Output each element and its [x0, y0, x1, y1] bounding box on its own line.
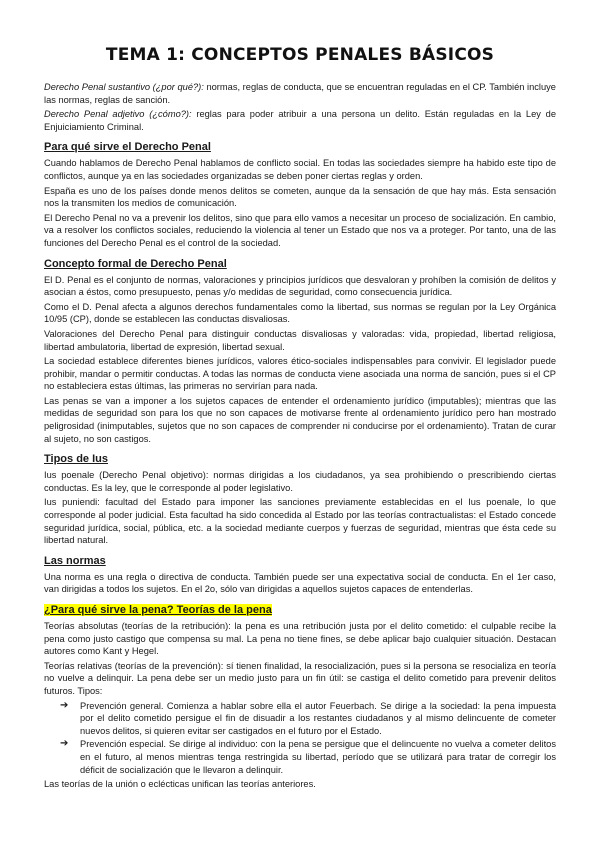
term-adjetivo-text: reglas para poder atribuir a una persona un delito. Están reguladas en la Ley de Enjuiciamiento Criminal.	[44, 109, 556, 132]
paragraph: Teorías absolutas (teorías de la retribución): la pena es una retribución justa por el delito cometido: el culpable recibe la pena como justo castigo que compensa su mal. La pena no tiene fines, se debe aplicar bajo cualquier situación. Destacan autores como Kant y Hegel.	[44, 621, 556, 657]
term-adjetivo: Derecho Penal adjetivo (¿cómo?):	[44, 109, 192, 120]
section-las-normas	[44, 555, 556, 596]
page-title: TEMA 1: CONCEPTOS PENALES BÁSICOS	[105, 45, 495, 65]
paragraph: Como el D. Penal afecta a algunos derechos fundamentales como la libertad, sus normas se regulan por la Ley Orgánica 10/95 (CP), donde se establecen las conductas disvaliosas.	[44, 301, 556, 325]
section-heading-highlighted	[44, 604, 556, 617]
arrow-right-icon: ➔	[60, 738, 69, 750]
section-heading: Las normas	[44, 554, 106, 567]
paragraph: Valoraciones del Derecho Penal para distinguir conductas disvaliosas y valoradas: vida, propiedad, libertad religiosa, libertad ambulatoria, libertad de expresión, libertad sexual.	[44, 328, 556, 352]
bullet-list	[44, 700, 556, 777]
arrow-right-icon: ➔	[60, 699, 69, 711]
list-item	[60, 738, 556, 776]
term-sustantivo-text: normas, reglas de conducta, que se encuentran reguladas en el CP. También incluye las normas, reglas de sanción.	[44, 82, 556, 105]
section-concepto-formal	[44, 258, 556, 446]
list-item-text: Prevención especial. Se dirige al individuo: con la pena se persigue que el delincuente no vuelva a cometer delitos en el futuro, al menos mientras tenga restringida su libertad, período que se utilizará para tratar de corregir los déficit de socialización que le llevaron a delinquir.	[80, 739, 556, 775]
section-heading: Concepto formal de Derecho Penal	[44, 257, 227, 270]
paragraph: España es uno de los países donde menos delitos se cometen, aunque da la sensación de que hay más. Esta sensación nos la transmiten los medios de comunicación.	[44, 185, 556, 209]
highlighted-heading-text: ¿Para qué sirve la pena? Teorías de la pena	[44, 604, 272, 616]
paragraph: Una norma es una regla o directiva de conducta. También puede ser una expectativa social de conducta. En el 1er caso, van dirigidas a todos los sujetos. En el 2o, sólo van dirigidas a aquellos sujetos capaces de entenderlas.	[44, 571, 556, 595]
paragraph: El Derecho Penal no va a prevenir los delitos, sino que para ello vamos a necesitar un proceso de socialización. En cambio, va a resolver los conflictos sociales, reduciendo la violencia al tener un Estado que nos va a proteger. Por tanto, una de las funciones del Derecho Penal es el control de la sociedad.	[44, 212, 556, 248]
list-item	[60, 699, 556, 738]
list-item-text: Prevención general. Comienza a hablar sobre ella el autor Feuerbach. Se dirige a la sociedad: la pena impuesta por el delito cometido persigue el fin de disuadir a los restantes ciudadanos y al mismo delincuente de cometer nuevos delitos, si quieren evitar ser castigados en el futuro por el Estado.	[80, 700, 556, 736]
paragraph: Las penas se van a imponer a los sujetos capaces de entender el ordenamiento jurídico (imputables); mientras que las medidas de seguridad son para los que no son capaces de motivarse frente al ordenamiento jurídico pero han mostrado peligrosidad (inimputables, sujetos que no son capaces de comprender ni conducirse por el ordenamiento). Tratan de curar al sujeto, no son castigos.	[44, 395, 556, 444]
intro-paragraph	[44, 81, 556, 106]
section-heading: Para qué sirve el Derecho Penal	[44, 141, 211, 154]
intro-block	[44, 81, 556, 133]
section-heading: Tipos de Ius	[44, 453, 108, 466]
paragraph: La sociedad establece diferentes bienes jurídicos, valores ético-sociales indispensables para convivir. El legislador puede prohibir, mandar o permitir conductas. A todas las normas de conducta viene asociada una norma de sanción, pues si el CP no estableciera estas últimas, las primeras no servirían para nada.	[44, 356, 556, 392]
section-para-que-sirve	[44, 141, 556, 249]
section-tipos-de-ius	[44, 453, 556, 547]
paragraph: Cuando hablamos de Derecho Penal hablamos de conflicto social. En todas las sociedades siempre ha habido este tipo de conflictos, aunque ya en las sociedades organizadas se deben poner ciertas reglas y orden.	[44, 158, 556, 181]
paragraph: Las teorías de la unión o eclécticas unifican las teorías anteriores.	[44, 779, 316, 790]
section-teorias-de-la-pena	[44, 604, 556, 791]
term-sustantivo: Derecho Penal sustantivo (¿por qué?):	[44, 82, 204, 92]
paragraph: Teorías relativas (teorías de la prevención): sí tienen finalidad, la resocialización, pues si la persona se resocializa en teoría no vuelve a delinquir. La pena debe ser un medio justo para un fin útil: se castiga el delito cometido para prevenir delitos futuros. Tipos:	[44, 660, 556, 696]
paragraph: Ius puniendi: facultad del Estado para imponer las sanciones previamente establecidas en el Ius poenale, lo que corresponde al poder judicial. Esta facultad ha sido concedida al Estado por las teorías contractualistas: el Estado concede seguridad jurídica, social, pública, etc. a la sociedad mediante cuerpos y fuerzas de seguridad, mientras que ésta cede su libertad natural.	[44, 497, 556, 546]
paragraph: Ius poenale (Derecho Penal objetivo): normas dirigidas a los ciudadanos, ya sea prohibiendo o prescribiendo ciertas conductas. Es la ley, que le corresponde al poder legislativo.	[44, 470, 556, 493]
intro-paragraph	[44, 108, 556, 133]
paragraph: El D. Penal es el conjunto de normas, valoraciones y principios jurídicos que desvaloran y prohíben la comisión de delitos y asocian a éstos, como presupuesto, penas y/o medidas de seguridad, como consecuencia jurídica.	[44, 274, 556, 298]
